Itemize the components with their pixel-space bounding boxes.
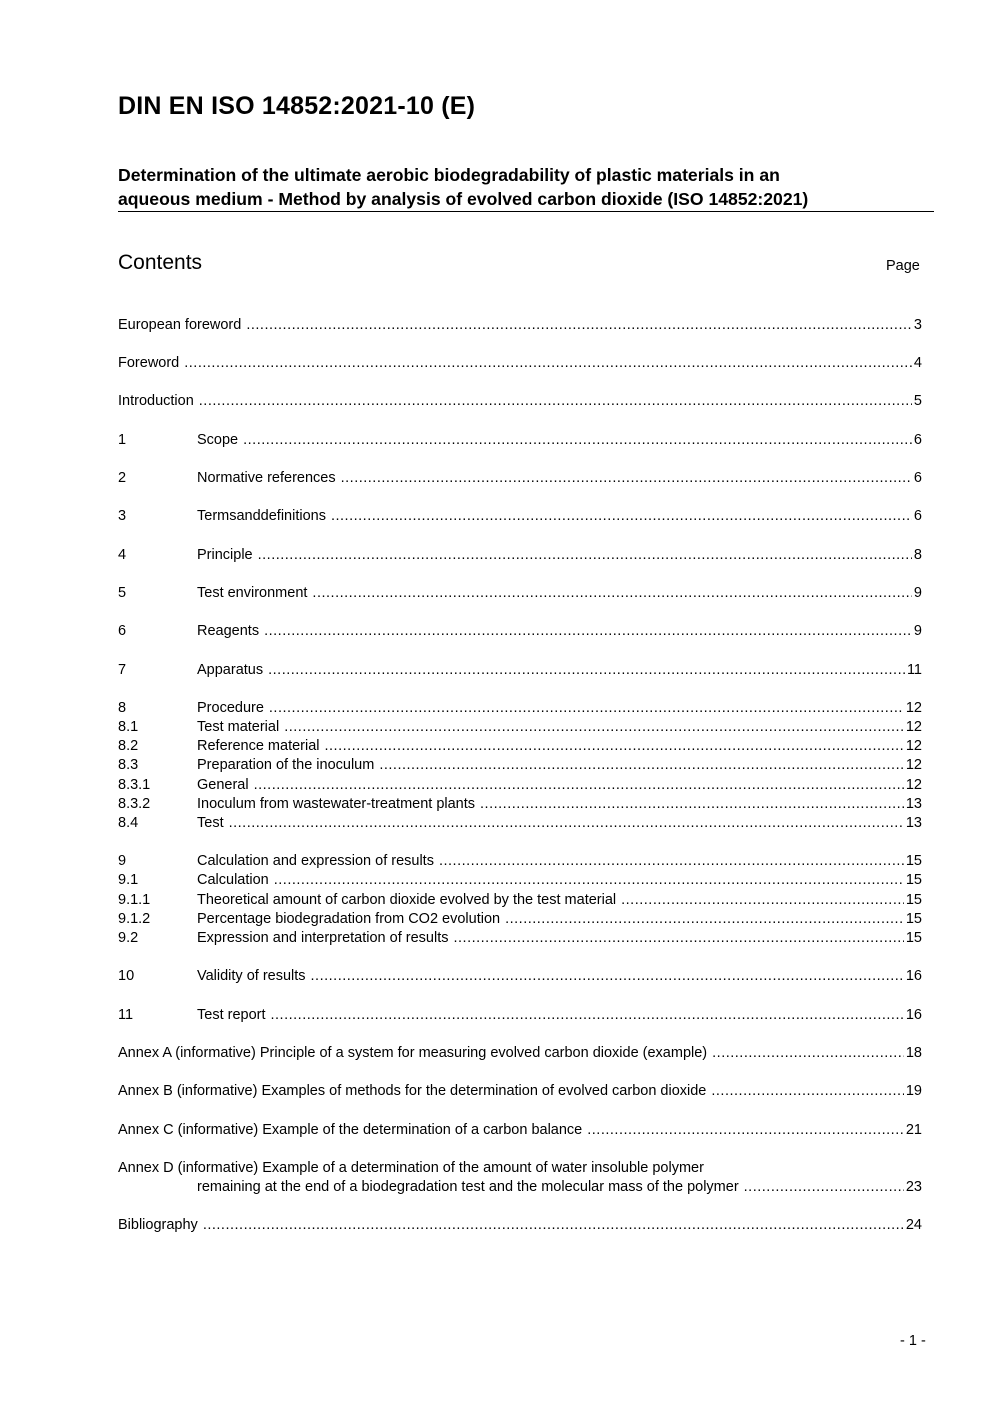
toc-entry-bibliography[interactable]: [118, 1216, 922, 1235]
leader-dots: [711, 1082, 903, 1101]
leader-dots: [587, 1121, 904, 1140]
toc-entry-introduction[interactable]: [118, 392, 922, 411]
leader-dots: [379, 756, 904, 775]
toc-entry-number: 8.1: [118, 719, 139, 735]
toc-entry-10[interactable]: [118, 967, 922, 986]
toc-entry-8-3-1[interactable]: [118, 776, 922, 795]
toc-entry-number: 9: [118, 853, 127, 869]
toc-entry-annex-d-first-line[interactable]: Annex D (informative) Example of a determination of the amount of water insoluble polymer: [118, 1160, 704, 1176]
toc-entry-title: Reagents: [197, 623, 260, 639]
toc-entry-9-1[interactable]: [118, 871, 922, 890]
leader-dots: [269, 699, 904, 718]
toc-entry-page: 4: [913, 355, 922, 371]
leader-dots: [311, 967, 904, 986]
toc-entry-title: Calculation: [197, 872, 269, 888]
toc-entry-page: 15: [905, 872, 922, 888]
toc-entry-page: 13: [905, 815, 922, 831]
leader-dots: [480, 795, 904, 814]
toc-entry-title: Test material: [197, 719, 280, 735]
toc-entry-page: 8: [913, 547, 922, 563]
toc-entry-page: 23: [905, 1179, 922, 1195]
toc-entry-number: 1: [118, 432, 127, 448]
leader-dots: [331, 507, 912, 526]
toc-entry-8-1[interactable]: [118, 718, 922, 737]
toc-entry-number: 2: [118, 470, 127, 486]
toc-entry-number: 9.1.1: [118, 892, 151, 908]
toc-entry-page: 12: [905, 757, 922, 773]
leader-dots: [246, 316, 912, 335]
toc-entry-title: Expression and interpretation of results: [197, 930, 449, 946]
toc-entry-page: 19: [905, 1083, 922, 1099]
leader-dots: [621, 891, 904, 910]
toc-entry-number: 5: [118, 585, 127, 601]
toc-entry-number: 8.4: [118, 815, 139, 831]
toc-entry-page: 21: [905, 1122, 922, 1138]
toc-entry-annex-c[interactable]: [118, 1121, 922, 1140]
toc-entry-annex-a[interactable]: [118, 1044, 922, 1063]
leader-dots: [199, 392, 912, 411]
leader-dots: [341, 469, 912, 488]
page-column-label: Page: [886, 258, 920, 274]
footer-page-number: - 1 -: [900, 1333, 926, 1349]
toc-entry-title: Test: [197, 815, 224, 831]
toc-entry-title: Procedure: [197, 700, 264, 716]
toc-entry-page: 5: [913, 393, 922, 409]
toc-entry-foreword[interactable]: [118, 354, 922, 373]
toc-entry-page: 15: [905, 892, 922, 908]
leader-dots: [453, 929, 903, 948]
toc-entry-page: 13: [905, 796, 922, 812]
toc-entry-title: Foreword: [118, 355, 180, 371]
toc-entry-number: 8.2: [118, 738, 139, 754]
toc-entry-title: Test report: [197, 1007, 266, 1023]
toc-entry-european-foreword[interactable]: [118, 316, 922, 335]
toc-entry-title: General: [197, 777, 249, 793]
toc-entry-number: 10: [118, 968, 135, 984]
toc-entry-page: 12: [905, 719, 922, 735]
toc-entry-page: 9: [913, 623, 922, 639]
toc-entry-9[interactable]: [118, 852, 922, 871]
toc-entry-page: 16: [905, 1007, 922, 1023]
toc-entry-page: 12: [905, 777, 922, 793]
toc-entry-number: 7: [118, 662, 127, 678]
leader-dots: [243, 431, 912, 450]
toc-entry-number: 11: [118, 1007, 134, 1023]
toc-entry-title: Scope: [197, 432, 239, 448]
toc-entry-page: 6: [913, 508, 922, 524]
leader-dots: [254, 776, 904, 795]
toc-entry-11[interactable]: [118, 1006, 922, 1025]
toc-entry-6[interactable]: [118, 622, 922, 641]
toc-entry-title: Apparatus: [197, 662, 264, 678]
toc-entry-title: Annex A (informative) Principle of a system for measuring evolved carbon dioxide (example): [118, 1045, 708, 1061]
toc-entry-page: 9: [913, 585, 922, 601]
toc-entry-number: 8.3: [118, 757, 139, 773]
toc-entry-8[interactable]: [118, 699, 922, 718]
toc-entry-5[interactable]: [118, 584, 922, 603]
toc-entry-page: 15: [905, 911, 922, 927]
toc-entry-page: 24: [905, 1217, 922, 1233]
toc-entry-page: 6: [913, 432, 922, 448]
leader-dots: [744, 1178, 904, 1197]
leader-dots: [505, 910, 904, 929]
toc-entry-title: Calculation and expression of results: [197, 853, 434, 869]
leader-dots: [284, 718, 904, 737]
leader-dots: [203, 1216, 904, 1235]
toc-entry-page: 18: [905, 1045, 922, 1061]
toc-entry-number: 3: [118, 508, 127, 524]
leader-dots: [184, 354, 912, 373]
leader-dots: [268, 661, 905, 680]
toc-entry-page: 12: [905, 738, 922, 754]
toc-entry-number: 4: [118, 547, 127, 563]
leader-dots: [271, 1006, 904, 1025]
leader-dots: [439, 852, 904, 871]
toc-entry-number: 9.1.2: [118, 911, 151, 927]
toc-entry-number: 6: [118, 623, 127, 639]
contents-heading: Contents: [118, 251, 203, 274]
toc-entry-page: 6: [913, 470, 922, 486]
subtitle-line-1: Determination of the ultimate aerobic biodegradability of plastic materials in an: [118, 165, 780, 185]
subtitle-line-2: aqueous medium - Method by analysis of evolved carbon dioxide (ISO 14852:2021): [118, 189, 809, 209]
leader-dots: [229, 814, 904, 833]
toc-entry-title: Annex C (informative) Example of the determination of a carbon balance: [118, 1122, 583, 1138]
toc-entry-title: remaining at the end of a biodegradation test and the molecular mass of the polymer: [197, 1179, 739, 1195]
toc-entry-9-2[interactable]: [118, 929, 922, 948]
toc-entry-title: Normative references: [197, 470, 336, 486]
toc-entry-title: Annex B (informative) Examples of methods for the determination of evolved carbon dioxide: [118, 1083, 707, 1099]
toc-entry-8-3-2[interactable]: [118, 795, 922, 814]
toc-entry-title: Inoculum from wastewater-treatment plants: [197, 796, 476, 812]
toc-entry-2[interactable]: [118, 469, 922, 488]
toc-entry-page: 3: [913, 317, 922, 333]
toc-entry-7[interactable]: [118, 661, 922, 680]
document-subtitle: [118, 163, 934, 212]
toc-entry-number: 9.1: [118, 872, 139, 888]
document-id: DIN EN ISO 14852:2021-10 (E): [118, 92, 476, 120]
toc-entry-annex-d[interactable]: [118, 1178, 922, 1197]
toc-entry-8-2[interactable]: [118, 737, 922, 756]
toc-entry-page: 15: [905, 853, 922, 869]
leader-dots: [325, 737, 904, 756]
toc-entry-title: European foreword: [118, 317, 242, 333]
toc-entry-title: Bibliography: [118, 1217, 198, 1233]
toc-entry-number: 8.3.1: [118, 777, 151, 793]
toc-entry-4[interactable]: [118, 546, 922, 565]
toc-entry-title: Termsanddefinitions: [197, 508, 326, 524]
toc-entry-1[interactable]: [118, 431, 922, 450]
toc-entry-title: Validity of results: [197, 968, 306, 984]
toc-entry-title: Introduction: [118, 393, 194, 409]
toc-entry-9-1-1[interactable]: [118, 891, 922, 910]
toc-entry-title: Reference material: [197, 738, 320, 754]
leader-dots: [712, 1044, 904, 1063]
toc-entry-page: 12: [905, 700, 922, 716]
toc-entry-title: Test environment: [197, 585, 308, 601]
toc-entry-page: 11: [906, 662, 922, 678]
toc-entry-title: Percentage biodegradation from CO2 evolution: [197, 911, 501, 927]
toc-entry-number: 8: [118, 700, 127, 716]
toc-entry-title: Preparation of the inoculum: [197, 757, 375, 773]
toc-entry-title: Theoretical amount of carbon dioxide evolved by the test material: [197, 892, 617, 908]
toc-entry-title: Principle: [197, 547, 253, 563]
toc-entry-page: 15: [905, 930, 922, 946]
toc-entry-number: 9.2: [118, 930, 139, 946]
toc-entry-9-1-2[interactable]: [118, 910, 922, 929]
leader-dots: [258, 546, 912, 565]
leader-dots: [274, 871, 904, 890]
toc-entry-page: 16: [905, 968, 922, 984]
toc-entry-8-4[interactable]: [118, 814, 922, 833]
toc-entry-3[interactable]: [118, 507, 922, 526]
leader-dots: [312, 584, 912, 603]
toc-entry-number: 8.3.2: [118, 796, 151, 812]
leader-dots: [264, 622, 912, 641]
toc-entry-annex-b[interactable]: [118, 1082, 922, 1101]
toc-entry-8-3[interactable]: [118, 756, 922, 775]
